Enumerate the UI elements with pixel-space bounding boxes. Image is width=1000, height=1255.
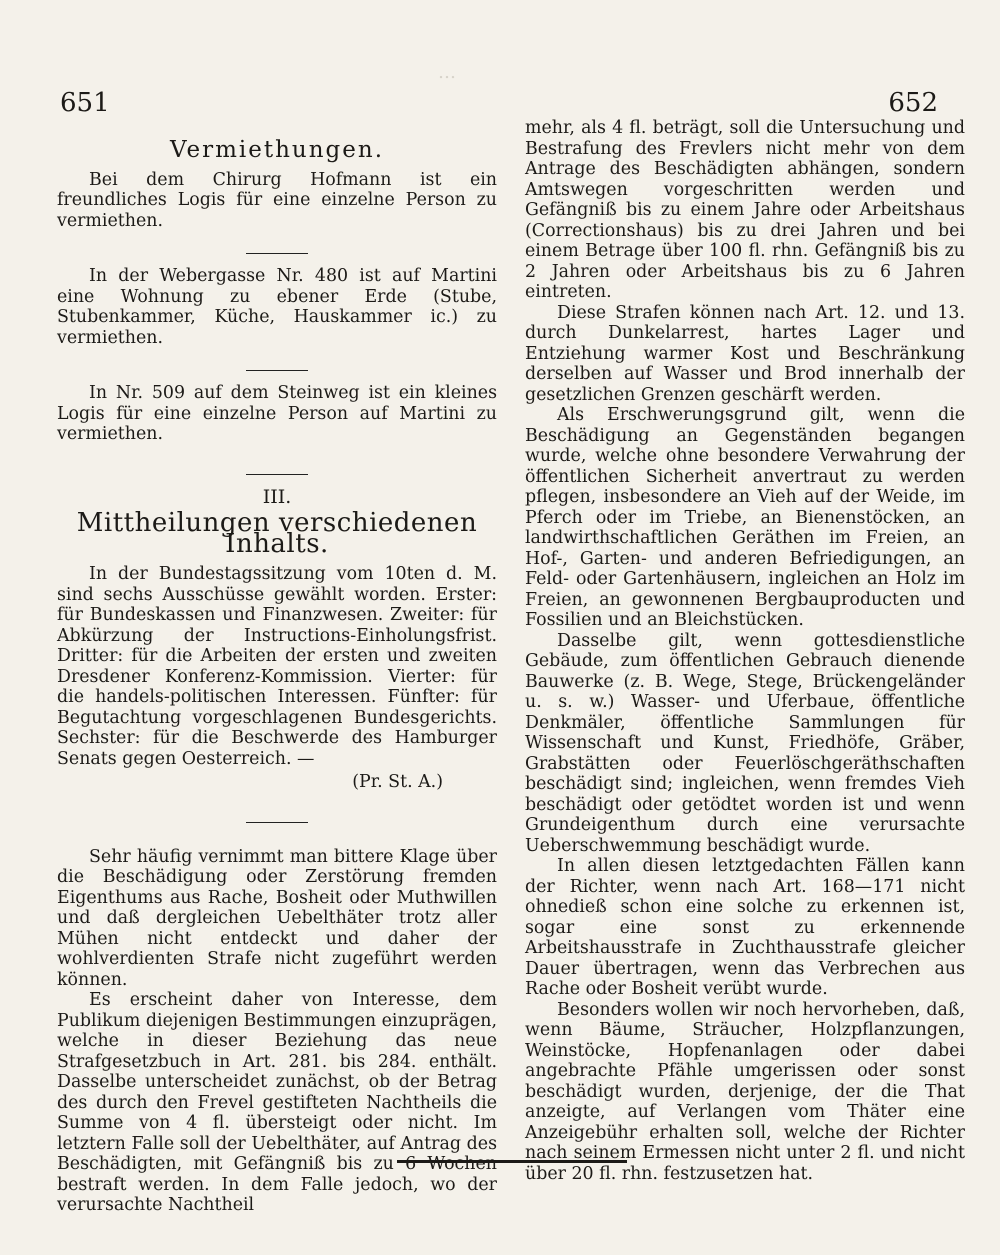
rental-ad: In der Webergasse Nr. 480 ist auf Martini eine Wohnung zu ebener Erde (Stube, Stubenkammer, Küche, Hauskammer ic.) zu vermiethen.: [57, 266, 497, 348]
article-paragraph: In allen diesen letztgedachten Fällen kann der Richter, wenn nach Art. 168—171 nicht ohnedieß schon eine solche zu erkennen ist, sogar eine sonst zu erkennende Arbeitshausstrafe in Zuchthausstrafe gleicher Dauer übertragen, wenn das Verbrechen aus Rache oder Bosheit verübt wurde.: [525, 856, 965, 999]
left-column: [57, 118, 497, 1216]
separator-rule: [57, 813, 497, 823]
page-number-right: 652: [888, 88, 938, 118]
article-paragraph: Diese Strafen können nach Art. 12. und 13. durch Dunkelarrest, hartes Lager und Entziehung warmer Kost und Beschränkung derselben auf Wasser und Brod innerhalb der gesetzlichen Grenzen geschärft werden.: [525, 302, 965, 405]
article-paragraph: Besonders wollen wir noch hervorheben, daß, wenn Bäume, Sträucher, Holzpflanzungen, Weinstöcke, Hopfenanlagen oder dabei angebrachte Pfähle umgerissen oder sonst beschädigt wurden, derjenige, der die That anzeigte, auf Verlangen vom Thäter eine Anzeigebühr erhalten soll, welche der Richter nach seinem Ermessen nicht unter 2 fl. und nicht über 20 fl. rhn. festzusetzen hat.: [525, 999, 965, 1184]
source-signature: (Pr. St. A.): [352, 772, 443, 792]
article-paragraph: Als Erschwerungsgrund gilt, wenn die Beschädigung an Gegenständen begangen wurde, welche ohne besondere Verwahrung der öffentlichen Sicherheit anvertraut zu werden pflegen, insbesondere an Vieh auf der Weide, im Pferch oder im Triebe, an Bienenstöcken, an landwirthschaftlichen Geräthen im Freien, an Hof-, Garten- und anderen Befriedigungen, an Feld- oder Gartenhäusern, ingleichen an Holz im Freien, an gewonnenen Bergbauproducten und Fossilien und an Bleichstücken.: [525, 405, 965, 630]
section-title: Mittheilungen verschiedenen Inhalts.: [76, 508, 478, 559]
bundestag-paragraph: In der Bundestagssitzung vom 10ten d. M. sind sechs Ausschüsse gewählt worden. Erster: für Bundeskassen und Finanzwesen. Zweiter: für Abkürzung der Instructions-Einholungsfrist. Dritter: für die Arbeiten der ersten und zweiten Dresdener Konferenz-Kommission. Vierter: für die handels-politischen Interessen. Fünfter: für Begutachtung vorgeschlagenen Bundesgerichts. Sechster: für die Beschwerde des Hamburger Senats gegen Oesterreich. —: [57, 564, 497, 769]
rental-ad: Bei dem Chirurg Hofmann ist ein freundliches Logis für eine einzelne Person zu vermiethen.: [57, 169, 497, 231]
separator-rule: [57, 244, 497, 254]
end-rule: [397, 1160, 627, 1163]
separator-rule: [57, 361, 497, 371]
section-number: III.: [262, 485, 292, 508]
bleed-through-text: …: [438, 62, 456, 83]
rental-ad: In Nr. 509 auf dem Steinweg ist ein kleines Logis für eine einzelne Person auf Martini zu vermiethen.: [57, 383, 497, 444]
page-number-left: 651: [60, 88, 110, 118]
article-paragraph: Dasselbe gilt, wenn gottesdienstliche Gebäude, zum öffentlichen Gebrauch dienende Bauwerke (z. B. Wege, Stege, Brückengeländer u. s. w.) Wasser- und Uferbaue, öffentliche Denkmäler, öffentliche Sammlungen für Wissenschaft und Kunst, Friedhöfe, Gräber, Grabstätten oder Feuerlöschgeräthschaften beschädigt sind; ingleichen, wenn fremdes Vieh beschädigt oder getödtet worden ist und wenn Grundeigenthum durch eine verursachte Ueberschwemmung beschädigt wurde.: [525, 630, 965, 856]
separator-rule: [57, 465, 497, 475]
article-paragraph: Sehr häufig vernimmt man bittere Klage über die Beschädigung oder Zerstörung fremden Eigenthums aus Rache, Bosheit oder Muthwillen und daß dergleichen Uebelthäter trotz aller Mühen nicht entdeckt und daher der wohlverdienten Strafe nicht zugeführt werden können.: [57, 846, 497, 990]
rentals-heading: Vermiethungen.: [169, 137, 385, 163]
article-paragraph: mehr, als 4 fl. beträgt, soll die Untersuchung und Bestrafung des Frevlers nicht mehr von dem Antrage des Beschädigten abhängen, sondern Amtswegen vorgeschritten werden und Gefängniß bis zu einem Jahre oder Arbeitshaus (Correctionshaus) bis zu drei Jahren und bei einem Betrage über 100 fl. rhn. Gefängniß bis zu 2 Jahren oder Arbeitshaus bis zu 6 Jahren eintreten.: [525, 118, 965, 302]
right-column: [525, 118, 965, 1184]
article-paragraph: Es erscheint daher von Interesse, dem Publikum diejenigen Bestimmungen einzuprägen, welche in dieser Beziehung das neue Strafgesetzbuch in Art. 281. bis 284. enthält. Dasselbe unterscheidet zunächst, ob der Betrag des durch den Frevel gestifteten Nachtheils die Summe von 4 fl. übersteigt oder nicht. Im letztern Falle soll der Uebelthäter, auf Antrag des Beschädigten, mit Gefängniß bis zu 6 Wochen bestraft werden. In dem Falle jedoch, wo der verursachte Nachtheil: [57, 990, 497, 1215]
